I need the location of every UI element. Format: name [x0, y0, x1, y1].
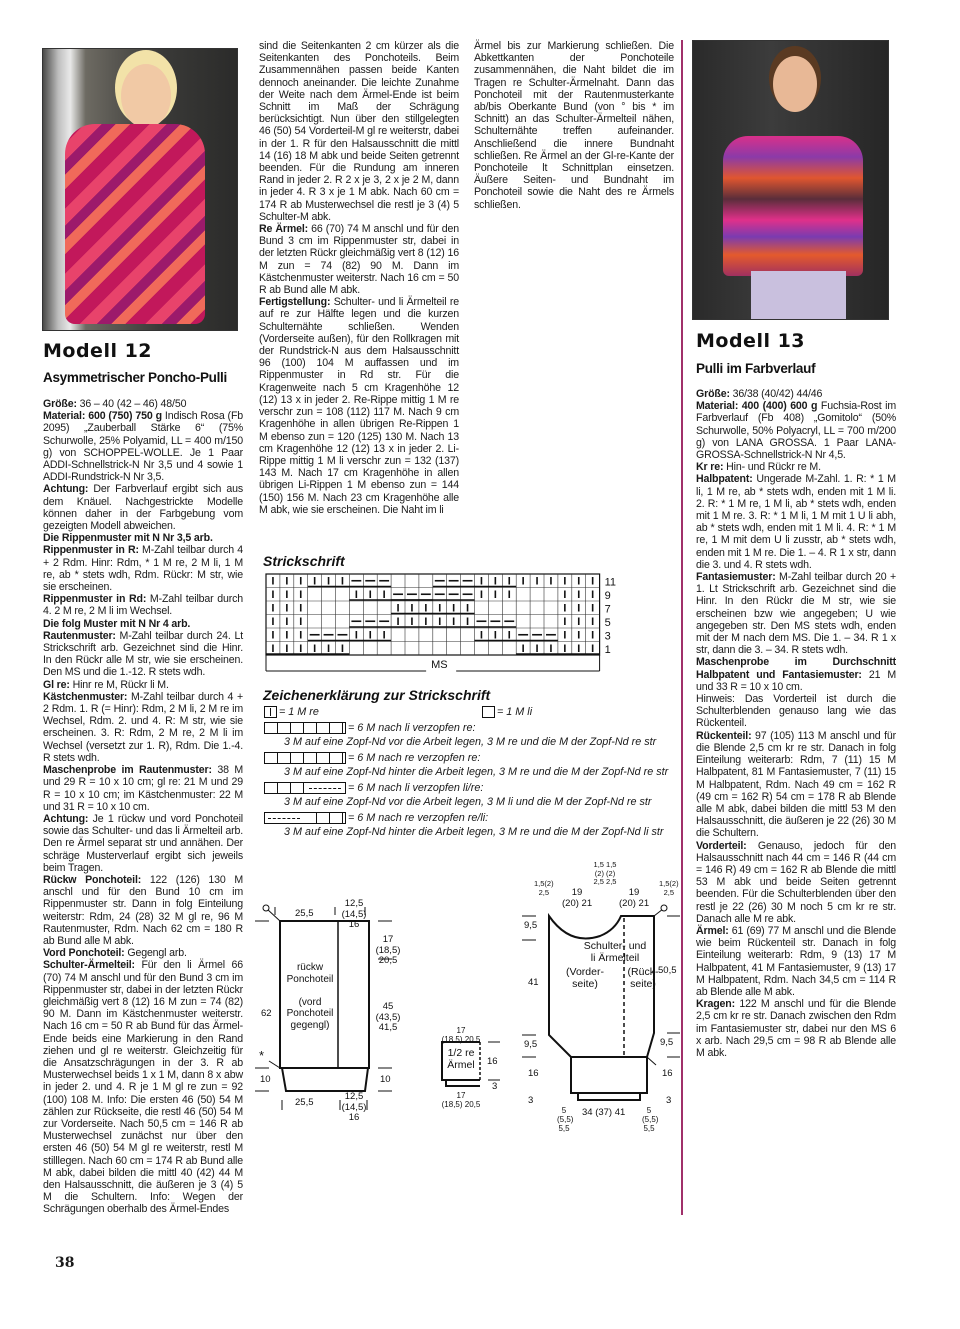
- dim-text: 5: [561, 1106, 567, 1115]
- model-13-photo: [692, 40, 889, 320]
- cable-left-purl-icon: [264, 782, 346, 794]
- front-label: [560, 966, 610, 990]
- purl-stitch-icon: [482, 706, 495, 718]
- repeat-label: MS: [431, 659, 448, 671]
- model-13-title: Modell 13: [696, 330, 806, 352]
- model-12-paragraph: Re Ärmel: 66 (70) 74 M anschl und für den Bund 3 cm im Rippenmuster str, dabei in der letzten Rückr gleichmäßig vert 8 (12) 16 M zun = 74 (82) 90 M. Dann im Kästchenmuster weiterstr. Nach 16 cm = 50 R ab Bund alle M abk.: [259, 223, 459, 297]
- legend-item-knit: [264, 706, 319, 720]
- dim-label: [642, 1106, 659, 1133]
- label-text: li Ärmelteil: [590, 952, 640, 964]
- paragraph-label: Rippenmuster in R:: [43, 544, 139, 557]
- legend-item-cable-left-knit: [264, 722, 476, 736]
- legend-item-cable-right-purl: [264, 812, 488, 826]
- dim-label: [440, 1092, 482, 1109]
- paragraph-label: Vorderteil:: [696, 839, 747, 852]
- label-text: Schulter- und: [583, 940, 647, 952]
- model-12-paragraph: Fertigstellung: Schulter- und li Ärmelteil re auf re zur Hälfte legen und die kurzen Schulternähte schließen. Wenden (Vorderseite außen), für den Rollkragen mit der Rundstrick-N aus dem Halsausschnitt 96 (100) 104 M auffassen und im Rippenmuster in Rd str. Für die Kragenweite nach 5 cm Kragenhöhe 12 (12) 13 x in jeder 2. Re-Rippe mittig 1 M re verschr zun = 108 (112) 117 M. Nach 9 cm Kragenhöhe in allen übrigen Re-Rippen 1 M ebenso zun = 120 (125) 130 M. Nach 13 cm Kragenhöhe 12 (12) 13 x in jeder 2. Li-Rippe mittig 1 M li verschr zun = 132 (137) 143 M. Nach 17 cm Kragenhöhe in allen übrigen Li-Rippen 1 M ebenso zun = 144 (150) 156 M. Nach 23 cm Kragenhöhe alle M abk, wie sie erscheinen. Die Naht im li: [259, 296, 459, 516]
- model-13-paragraph: Kr re: Hin- und Rückr re M.: [696, 461, 821, 474]
- dim-label: 9,5: [524, 920, 538, 931]
- model-12-paragraph: Material: 600 (750) 750 g Indisch Rosa (Fb 2095) „Zauberball Stärke 6“ (75% Schurwolle, 25% Polyamid, LL = 400 m/150 g) von SCHOPPEL-WOLLE. Je 1 Paar ADDI-Schnellstrick-N Nr 3,5 und 4 sowie 1 ADDI-Rundstrick-N Nr 3,5.: [43, 410, 244, 484]
- model-13-paragraph: Rückenteil: 97 (105) 113 M anschl und für die Blende 2,5 cm kr re str. Danach in folg Einteilung weiterarb: Rdm, 7 (11) 15 M Halbpatent, 81 M Fantasiemuster, 7 (11) 15 M Halbpatent, Rdm. Nach 49 cm = 162 R (49 cm = 162 R) 54 cm = 178 R ab Blende alle M abk, dabei bilden die mittl 53 M den Halsausschnitt, die äußeren je 22 (26) 30 M die Schultern.: [696, 729, 896, 840]
- cable-right-purl-icon: [264, 812, 346, 824]
- dim-label: 3: [528, 1095, 534, 1106]
- model-12-paragraph: Rautenmuster: M-Zahl teilbar durch 24. Lt Strickschrift arb. Gezeichnet sind die Hinr. In den Rückr alle M str, wie sie erscheinen. Den MS und die 1.-12. R stets wdh.: [43, 629, 243, 679]
- dim-text: 1,5(2): [534, 879, 554, 888]
- model-12-paragraph: Rippenmuster in R: M-Zahl teilbar durch 4 + 2 Rdm. Hinr: Rdm, * 1 M re, 2 M li, 1 M re, ab * stets wdh, Rdm. Rückr: M str, wie sie erscheinen.: [43, 544, 243, 594]
- dim-text: (5,5): [642, 1115, 659, 1124]
- model-12-paragraph: Rückw Ponchoteil: 122 (126) 130 M anschl und für den Bund 10 cm im Rippenmuster str. Dann in folg Einteilung weiterstr: Rdm, 24 (28) 32 M gl re, 96 M Rautenmuster, Rdm. Nach 62 cm = 180 R ab Bund alle M abk.: [43, 873, 244, 947]
- model-13-paragraph: Maschenprobe im Durchschnitt Halbpatent und Fantasiemuster: 21 M und 33 R = 10 x 10 cm.: [696, 656, 896, 693]
- paragraph-label: Die folg Muster mit N Nr 4 arb.: [43, 617, 191, 630]
- legend-label: = 6 M nach re verzopfen re:: [348, 752, 481, 764]
- model-12-paragraph: Rippenmuster in Rd: M-Zahl teilbar durch 4. 2 M re, 2 M li im Wechsel.: [43, 593, 244, 618]
- paragraph-label: Schulter-Ärmelteil:: [43, 959, 135, 972]
- cable-right-knit-icon: [264, 752, 346, 764]
- schematic-shoulder-sleeve: [520, 858, 690, 1148]
- paragraph-label: Re Ärmel:: [259, 223, 309, 236]
- poncho-label: [284, 962, 336, 1031]
- paragraph-label: Halbpatent:: [696, 473, 753, 486]
- model-13-paragraph: Vorderteil: Genauso, jedoch für den Halsausschnitt nach 44 cm = 146 R (44 cm = 146 R) 49 cm = 162 R ab Blende die mittl 53 M abk und beide Seiten getrennt beenden. Für die Schulterblenden über den restl je 22 (26) 30 M noch 5 cm kr re str. Danach alle M re abk.: [696, 839, 896, 925]
- page-number: 38: [55, 1255, 75, 1271]
- row-label: 1: [604, 644, 611, 656]
- label-text: seite): [630, 978, 656, 990]
- dim-label: 62: [261, 1008, 272, 1019]
- paragraph-label: Material: 400 (400) 600 g: [696, 400, 818, 413]
- dim-text: 17: [456, 1091, 466, 1100]
- model-12-photo: [42, 48, 238, 331]
- dim-label: 10: [260, 1074, 271, 1085]
- paragraph-label: Die Rippenmuster mit N Nr 3,5 arb.: [43, 532, 213, 545]
- dim-label: [373, 935, 403, 967]
- legend-desc: 3 M auf eine Zopf-Nd hinter die Arbeit legen, 3 M re und die M der Zopf-Nd li str: [284, 826, 664, 838]
- dim-text: 5: [646, 1106, 652, 1115]
- model-13-paragraph: Material: 400 (400) 600 g Fuchsia-Rost im Farbverlauf (Fb 408) „Gomitolo“ (50% Schurwolle, 50% Polyacryl, LL = 700 m/200 g) von LANA GROSSA. 1 Paar LANA-GROSSA-Schnellstrick-N Nr 4,5.: [696, 400, 896, 462]
- model-13-head: [773, 56, 817, 112]
- cable-left-knit-icon: [264, 722, 346, 734]
- paragraph-label: Achtung:: [43, 483, 89, 496]
- legend-desc: 3 M auf eine Zopf-Nd vor die Arbeit legen, 3 M li und die M der Zopf-Nd re str: [284, 796, 652, 808]
- paragraph-label: Rückenteil:: [696, 729, 752, 742]
- model-12-paragraph: Ärmel bis zur Markierung schließen. Die Abkettkanten der Ponchoteile zusammennähen, die Naht bildet die im Tragen re Schulter-Ärmelnaht. Dann das Ponchoteil mit der Rautenmusterkante ab/bis Oberkante Bund (von ° bis * im Schnitt) an das Schulter-Ärmelteil nähen, Schulternähte treffen aufeinander. Anschließend die innere Bundnaht schließen. Re Ärmel an der Gl-re-Kante der Ponchoteile lt Schnittplan einsetzen. Äußere Seiten- und Bundnaht im Ponchoteil sowie die Naht des re Ärmels schließen.: [474, 40, 674, 211]
- label-text: seite): [572, 978, 598, 990]
- paragraph-label: Maschenprobe im Durchschnitt Halbpatent und Fantasiemuster:: [696, 656, 896, 681]
- dim-label: 10: [380, 1074, 391, 1085]
- dim-label: 16: [487, 1056, 498, 1067]
- dim-text: 41,5: [378, 1022, 398, 1033]
- dim-label: [534, 880, 554, 897]
- label-text: Ärmel: [447, 1059, 475, 1071]
- legend-label: = 1 M re: [279, 706, 319, 718]
- dim-text: (18,5) 20,5: [441, 1034, 481, 1044]
- paragraph-label: Fertigstellung:: [259, 296, 331, 309]
- legend-item-cable-right-knit: [264, 752, 480, 766]
- label-text: 1/2 re: [447, 1047, 475, 1059]
- dim-text: 2,5 2,5: [593, 877, 617, 886]
- paragraph-label: Größe:: [43, 398, 77, 410]
- model-13-instructions: [696, 388, 896, 1059]
- dim-text: 19: [571, 887, 583, 898]
- model-12-paragraph: sind die Seitenkanten 2 cm kürzer als die Seitenkanten des Ponchoteils. Beim Zusammennähen passen beide Kanten dennoch aneinander. Die leichte Zunahme der Weite nach dem Ärmel-Ende ist beim Schnitt im Maß der Schrägung berücksichtigt. Nun über den stillgelegten 46 (50) 54 Vorderteil-M gl re weiterstr, dabei in der 1. R für den Halsausschnitt die mittl 14 (16) 18 M abk und beide Seiten getrennt beenden. Für die Rundung am inneren Rand in jeder 2. R 2 x je 3, 2 x je 2 M, dann in jeder 4. R 3 x je 1 M abk. Nach 60 cm = 174 R ab Musterwechsel die restl je 3 (4) 5 Schulter-M abk.: [259, 40, 459, 223]
- dim-label: 9,5: [660, 1037, 674, 1048]
- dim-label: [588, 861, 622, 887]
- model-12-subtitle: Asymmetrischer Poncho-Pulli: [43, 370, 227, 385]
- legend-item-purl: [482, 706, 532, 720]
- model-12-instructions-col1: [43, 398, 243, 1216]
- legend-label: = 1 M li: [497, 706, 533, 718]
- label-text: (Rück-: [627, 966, 659, 978]
- dim-label: 3: [666, 1095, 672, 1106]
- dim-label: [562, 888, 592, 909]
- legend-title: Zeichenerklärung zur Strickschrift: [263, 687, 491, 703]
- dim-text: 16: [348, 919, 360, 930]
- model-12-poncho: [65, 124, 205, 324]
- dim-text: 19: [628, 887, 640, 898]
- dim-label: 34 (37) 41: [582, 1107, 626, 1118]
- row-label: 9: [604, 590, 611, 602]
- label-text: gegengl): [290, 1019, 330, 1031]
- dim-label: [659, 880, 679, 897]
- dim-label: 50,5: [658, 965, 677, 976]
- paragraph-label: Größe:: [696, 388, 730, 400]
- dim-text: (18,5): [375, 944, 401, 956]
- model-12-title: Modell 12: [43, 340, 153, 362]
- dim-label: 16: [528, 1068, 539, 1079]
- dim-text: (5,5): [557, 1115, 574, 1124]
- legend-desc: 3 M auf eine Zopf-Nd hinter die Arbeit legen, 3 M re und die M der Zopf-Nd re str: [284, 766, 669, 778]
- dim-text: 1,5 1,5: [593, 860, 617, 869]
- sleeve-label: [444, 1047, 478, 1071]
- label-text: Ponchoteil: [286, 973, 334, 985]
- model-12-paragraph: Achtung: Der Farbverlauf ergibt sich aus dem Knäuel. Nachgestrickte Modelle können daher in der Farbgebung vom gezeigten Modell abweichen.: [43, 483, 243, 533]
- dim-text: 5,5: [558, 1124, 570, 1133]
- model-13-trousers: [751, 271, 846, 320]
- dim-text: 12,5: [344, 898, 364, 909]
- label-text: Ponchoteil: [286, 1008, 334, 1019]
- paragraph-label: Achtung:: [43, 812, 89, 825]
- back-label: [627, 966, 659, 990]
- dim-text: 2,5: [538, 887, 550, 897]
- schematic-poncho: [255, 895, 415, 1145]
- model-13-pullover: [723, 136, 863, 276]
- dim-label: 3: [492, 1081, 498, 1092]
- model-13-paragraph: Hinweis: Das Vorderteil ist durch die Schulterblenden genauso lang wie das Rückenteil.: [696, 693, 896, 730]
- knitting-chart: [264, 572, 634, 677]
- model-12-paragraph: Maschenprobe im Rautenmuster: 38 M und 29 R = 10 x 10 cm; gl re: 21 M und 29 R = 10 x 10 cm; im Kästchenmuster: 22 M und 31 R = 10 x 10 cm.: [43, 764, 244, 813]
- paragraph-label: Rippenmuster in Rd:: [43, 593, 147, 606]
- dim-text: 1,5(2): [659, 879, 679, 888]
- model-12-paragraph: Schulter-Ärmelteil: Für den li Ärmel 66 (70) 74 M anschl und für den Bund 3 cm im Rippenmuster str, dabei in der letzten Rückr gleichmäßig vert 8 (12) 16 M zun = 74 (82) 90 M. Dann im Kästchenmuster weiterstr. Nach 16 cm = 50 R ab Bund für das Ärmel-Ende beids eine Markierung in den Rand ziehen und gl re weiterstr. Gleichzeitig für die Ansatzschrägungen in der 3. R ab Musterwechsel beids 1 x 1 M, dann 8 x abw in jeder 2. und 4. R je 1 M gl re zun = 92 (100) 108 M. Info: Die ersten 46 (50) 54 M zählen zur Rückseite, die restl 46 (50) 54 M zur Vorderseite. Nach 50,5 cm = 146 R ab Musterwechsel zunächst nur über den ersten 46 (50) 54 M gl re weiterstr, restl M stilllegen. Nach 60 cm = 174 R ab Bund alle M abk, dabei bilden die mittl 40 (42) 44 M den Halsausschnitt, die äußeren je 3 (4) 5 M die Schultern. Info: Wegen der Schrägungen oberhalb des Ärmel-Endes: [43, 959, 243, 1216]
- dim-label: [619, 888, 649, 909]
- row-label: 3: [604, 630, 611, 643]
- dim-label: 25,5: [295, 908, 314, 919]
- paragraph-label: Gl re:: [43, 678, 70, 691]
- dim-text: 45: [382, 1001, 394, 1012]
- dim-label: [341, 899, 367, 931]
- dim-label: 41: [528, 977, 539, 988]
- model-12-head: [121, 64, 171, 128]
- dim-label: [341, 1092, 367, 1124]
- dim-text: 2,5: [663, 887, 675, 897]
- dim-text: 17: [382, 934, 394, 945]
- row-label: 7: [604, 603, 611, 616]
- dim-text: 17: [456, 1026, 466, 1035]
- model-12-paragraph: Achtung: Je 1 rückw und vord Ponchoteil sowie das Schulter- und das li Ärmelteil arb. Den re Ärmel separat str und annähen. Der schräge Musterverlauf ergibt sich jeweils beim Tragen.: [43, 812, 243, 874]
- paragraph-label: Ärmel:: [696, 924, 729, 937]
- legend-label: = 6 M nach li verzopfen li/re:: [348, 782, 484, 794]
- shoulder-outline: [520, 858, 690, 1148]
- dim-text: 5,5: [643, 1124, 655, 1133]
- knit-stitch-icon: [264, 706, 277, 718]
- dim-label: 16: [662, 1068, 673, 1079]
- row-label: 11: [604, 576, 617, 589]
- dim-text: (14,5): [341, 1101, 367, 1113]
- paragraph-label: Kästchenmuster:: [43, 690, 128, 703]
- model-13-paragraph: Ärmel: 61 (69) 77 M anschl und die Blende wie beim Rückenteil str. Danach in folg Einteilung weiterarb: Rdm, 9 (13) 17 M Halbpatent, 41 M Fantasiemuster, 9 (13) 17 M Halbpatent, Rdm. Nach 34,5 cm = 114 R ab Blende alle M abk.: [696, 924, 896, 998]
- dim-text: 16: [348, 1112, 360, 1123]
- dim-text: (14,5): [341, 908, 367, 920]
- paragraph-label: Material: 600 (750) 750 g: [43, 410, 162, 423]
- shoulder-label: [560, 940, 670, 964]
- paragraph-label: Vord Ponchoteil:: [43, 947, 125, 960]
- paragraph-label: Rautenmuster:: [43, 629, 116, 642]
- model-12-paragraph: Vord Ponchoteil: Gegengl arb.: [43, 947, 187, 960]
- dim-label: [440, 1027, 482, 1044]
- model-13-paragraph: Kragen: 122 M anschl und für die Blende 2,5 cm kr re str. Danach zwischen den Rdm im Fantasiemuster str, dabei nur den MS 6 x arb. Nach 29,5 cm = 98 R ab Blende alle M abk.: [696, 998, 896, 1059]
- legend-label: = 6 M nach li verzopfen re:: [348, 722, 476, 734]
- model-12-paragraph: [43, 618, 243, 630]
- paragraph-label: Kr re:: [696, 461, 724, 474]
- model-13-paragraph: Fantasiemuster: M-Zahl teilbar durch 20 + 1. Lt Strickschrift arb. Gezeichnet sind die Hinr. In den Rückr die M str, wie sie erscheinen bzw wie angegeben; U wie angegeben str. Den MS stets wdh, enden mit der M nach dem MS. Die 1. – 34. R 1 x str, dann die 3. – 34. R stets wdh.: [696, 571, 896, 657]
- model-12-paragraph: Gl re: Hinr re M, Rückr li M.: [43, 678, 169, 691]
- dim-text: (18,5) 20,5: [441, 1099, 481, 1109]
- model-13-subtitle: Pulli im Farbverlauf: [696, 361, 816, 376]
- schematic-sleeve: [440, 1025, 510, 1125]
- dim-text: (20) 21: [562, 897, 593, 909]
- dim-label: 9,5: [524, 1039, 538, 1050]
- dim-text: 12,5: [344, 1091, 364, 1102]
- label-text: (Vorder-: [566, 966, 604, 978]
- dim-text: (20) 21: [619, 897, 650, 909]
- paragraph-label: Fantasiemuster:: [696, 571, 776, 584]
- dim-label: [557, 1106, 574, 1133]
- dim-label: 25,5: [295, 1097, 314, 1108]
- model-12-instructions-col3: [474, 40, 674, 211]
- row-label: 5: [604, 617, 611, 629]
- label-text: rückw: [296, 962, 324, 973]
- dim-text: (2) (2): [594, 868, 616, 878]
- label-text: (vord: [298, 996, 322, 1008]
- star-marker: *: [259, 1048, 265, 1063]
- legend-label: = 6 M nach re verzopfen re/li:: [348, 812, 489, 824]
- model-12-instructions-col2: [259, 40, 459, 516]
- model-12-paragraph: Kästchenmuster: M-Zahl teilbar durch 4 + 2 Rdm. 1. R (= Hinr): Rdm, 2 M li, 2 M re im Wechsel, Rdm. 2. und 4. R: M str, wie sie erscheinen. 3. R: Rdm, 2 M re, 2 M li im Wechsel (versetzt zur 1. R), Rdm. Die 1.-4. R stets wdh.: [43, 690, 243, 764]
- paragraph-label: Rückw Ponchoteil:: [43, 873, 142, 886]
- paragraph-label: Kragen:: [696, 998, 735, 1011]
- dim-text: (43,5): [375, 1011, 401, 1023]
- legend-item-cable-left-purl: [264, 782, 483, 796]
- dim-label: [373, 1002, 403, 1034]
- paragraph-label: Maschenprobe im Rautenmuster:: [43, 764, 212, 777]
- chart-title: Strickschrift: [263, 553, 345, 569]
- dim-text: 20,5: [378, 955, 398, 966]
- model-13-paragraph: Halbpatent: Ungerade M-Zahl. 1. R: * 1 M li, 1 M re, ab * stets wdh, enden mit 1 M li. 2. R: * 1 M re, 1 M li, ab * stets wdh, enden mit 1 M re. 3. R: * 1 M li, 1 M mit 1 U li abh, ab * stets wdh, enden mit 1 M li. 4. R: * 1 M re, 1 M mit dem U li zusstr, ab * stets wdh, enden mit 1 M re. Die 1. – 4. R 1 x str, dann die 3. und 4. R stets wdh.: [696, 473, 896, 571]
- model-12-paragraph: Größe: 36 – 40 (42 – 46) 48/50: [43, 398, 187, 410]
- model-12-paragraph: [43, 532, 243, 544]
- legend-desc: 3 M auf eine Zopf-Nd vor die Arbeit legen, 3 M re und die M der Zopf-Nd re str: [284, 736, 657, 748]
- model-13-paragraph: Größe: 36/38 (40/42) 44/46: [696, 388, 823, 400]
